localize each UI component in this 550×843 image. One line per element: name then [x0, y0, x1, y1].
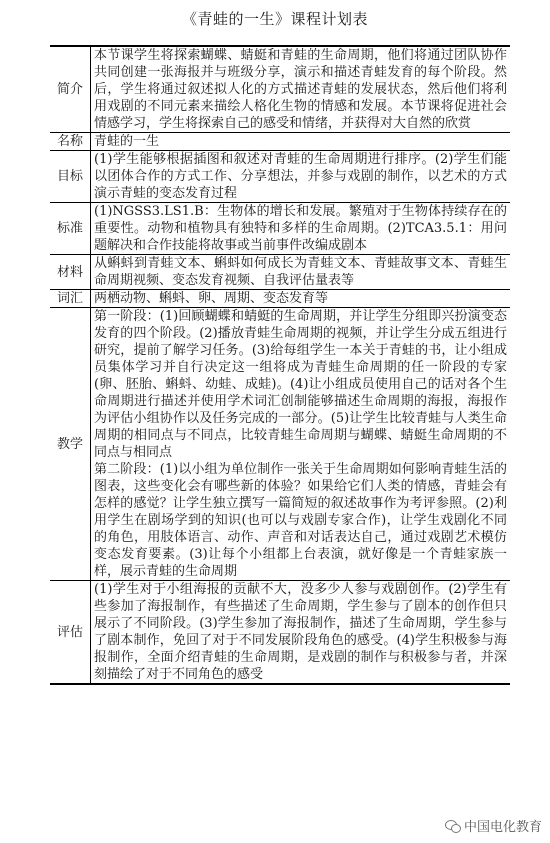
wechat-icon [445, 819, 461, 833]
table-row [50, 133, 510, 151]
table-row [50, 203, 510, 255]
watermark-text: 中国电化教育 [463, 820, 542, 835]
row-content [91, 581, 511, 685]
row-label: 评估 [50, 581, 91, 685]
table-row [50, 581, 510, 685]
row-label: 标准 [50, 203, 91, 255]
row-paragraph: 两栖动物、蝌蚪、卵、周期、变态发育等 [94, 291, 329, 306]
row-paragraph: (1)学生能够根据插图和叙述对青蛙的生命周期进行排序。(2)学生们能以团体合作的方式工作、分享想法，并参与戏剧的制作，以艺术的方式演示青蛙的变态发育过程 [94, 152, 507, 201]
row-label: 名称 [50, 133, 91, 151]
page-title: 《青蛙的一生》课程计划表 [181, 10, 368, 28]
row-content [91, 46, 511, 133]
row-paragraph: 第一阶段：(1)回顾蝴蝶和蜻蜓的生命周期，并让学生分组即兴扮演变态发育的四个阶段。(2)播放青蛙生命周期的视频，并让学生分成五组进行研究，提前了解学习任务。(3)给每组学生一本关于青蛙的书，让小组成员集体学习并自行决定这一组将成为青蛙生命周期的任一阶段的专家(卵、胚胎、蝌蚪、幼蛙、成蛙)。(4)让小组成员使用自己的话对各个生命周期进行描述并使用学术词汇创制能够描述生命周期的海报，海报作为评估小组协作以及任务完成的一部分。(5)让学生比较青蛙与人类生命周期的相同点与不同点，比较青蛙生命周期与蝴蝶、蜻蜓生命周期的不同点与相同点 [94, 309, 507, 460]
row-content [91, 203, 511, 255]
row-label: 材料 [50, 255, 91, 290]
table-row [50, 151, 510, 203]
row-content [91, 308, 511, 581]
row-content [91, 151, 511, 203]
row-label: 目标 [50, 151, 91, 203]
row-content [91, 133, 511, 151]
row-content [91, 290, 511, 308]
table-row [50, 46, 510, 133]
row-paragraph: 从蝌蚪到青蛙文本、蝌蚪如何成长为青蛙文本、青蛙故事文本、青蛙生命周期视频、变态发育视频、自我评估量表等 [94, 256, 507, 288]
row-paragraph: 本节课学生将探索蝴蝶、蜻蜓和青蛙的生命周期，他们将通过团队协作共同创建一张海报并与班级分享，演示和描述青蛙发育的每个阶段。然后，学生将通过叙述拟人化的方式描述青蛙的发展状态，然后他们将利用戏剧的不同元素来描绘人格化生物的情感和发展。本节课将促进社会情感学习，学生将探索自己的感受和情绪，并获得对大自然的欣赏 [94, 48, 507, 131]
row-paragraph: (1)学生对于小组海报的贡献不大，没多少人参与戏剧创作。(2)学生有些参加了海报制作，有些描述了生命周期，学生参与了剧本的创作但只展示了不同阶段。(3)学生参加了海报制作，描述了生命周期，学生参与了剧本制作，免回了对于不同发展阶段角色的感受。(4)学生积极参与海报制作，全面介绍青蛙的生命周期，是戏剧的制作与积极参与者，并深刻描绘了对于不同角色的感受 [94, 582, 507, 682]
row-content [91, 255, 511, 290]
row-paragraph: 第二阶段：(1)以小组为单位制作一张关于生命周期如何影响青蛙生活的图表，这些变化会有哪些新的体验？如果给它们人类的情感，青蛙会有怎样的感觉？让学生独立撰写一篇简短的叙述故事作为考评参照。(2)利用学生在剧场学到的知识(也可以与戏剧专家合作)，让学生戏剧化不同的角色，用肢体语言、动作、声音和对话表达自己，通过戏剧艺术模仿变态发育要素。(3)让每个小组都上台表演，就好像是一个青蛙家族一样，展示青蛙的生命周期 [94, 462, 507, 579]
lesson-plan-table [50, 45, 510, 685]
row-paragraph: (1)NGSS3.LS1.B：生物体的增长和发展。繁殖对于生物体持续存在的重要性。动物和植物具有独特和多样的生命周期。(2)TCA3.5.1：用问题解决和合作技能将故事或当前事件改编成剧本 [94, 204, 507, 253]
table-row [50, 290, 510, 308]
row-label: 词汇 [50, 290, 91, 308]
table-row [50, 308, 510, 581]
watermark [445, 816, 542, 835]
table-row [50, 255, 510, 290]
row-label: 教学 [50, 308, 91, 581]
row-label: 简介 [50, 46, 91, 133]
row-paragraph: 青蛙的一生 [94, 134, 160, 149]
